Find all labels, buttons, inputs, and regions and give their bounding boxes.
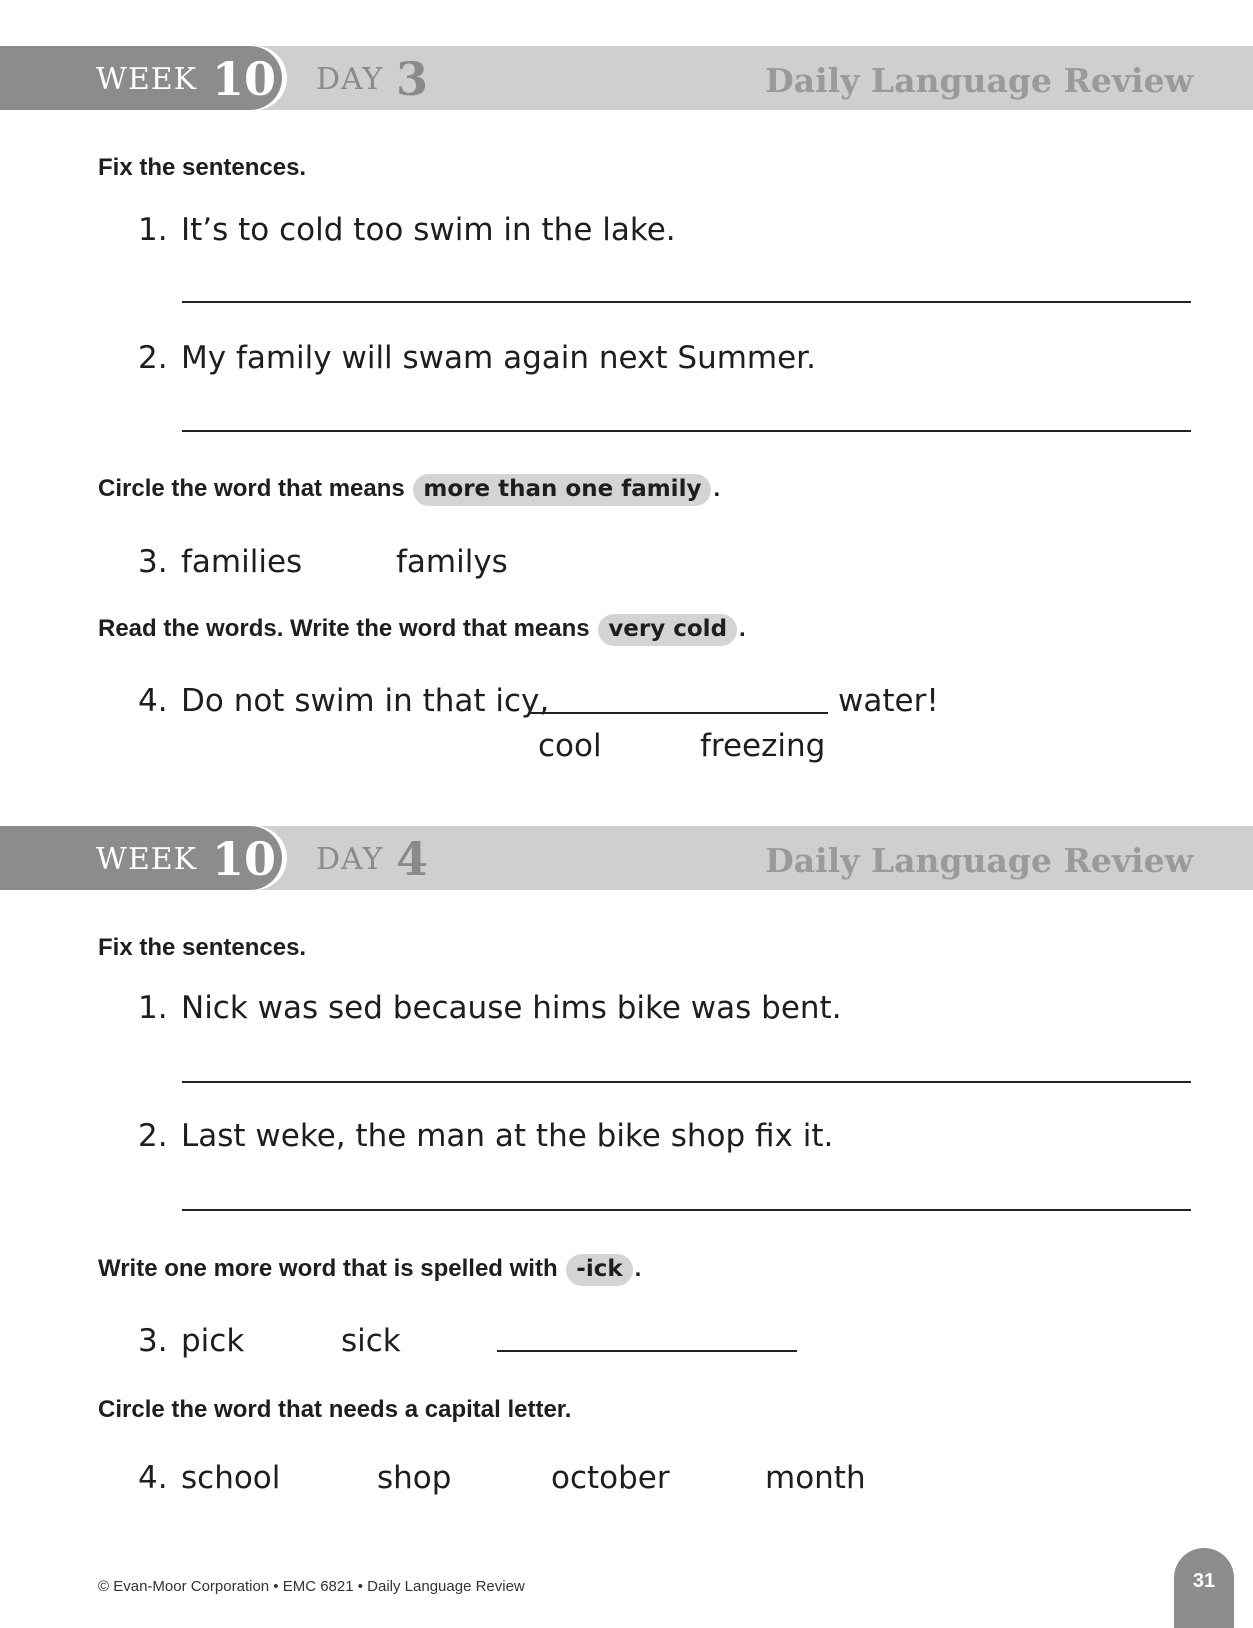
- day4-q4-option-month[interactable]: month: [765, 1460, 866, 1496]
- day4-q1-answer-line[interactable]: [182, 1081, 1191, 1083]
- day3-q2-number: 2.: [138, 340, 168, 376]
- day4-q2-answer-line[interactable]: [182, 1209, 1191, 1211]
- day4-header-band: [0, 826, 1253, 890]
- page-number-tab: [1174, 1548, 1234, 1628]
- day3-instruction-read-period: .: [739, 615, 746, 642]
- day3-instruction-fix: Fix the sentences.: [98, 154, 307, 181]
- day4-q3-word-sick: sick: [341, 1323, 401, 1359]
- footer-copyright: © Evan-Moor Corporation • EMC 6821 • Daily Language Review: [98, 1578, 525, 1595]
- day4-q4-option-october[interactable]: october: [551, 1460, 670, 1496]
- day4-instruction-write-period: .: [634, 1255, 642, 1282]
- day3-q2-answer-line[interactable]: [182, 430, 1191, 432]
- day3-q4-text-end: water!: [838, 683, 939, 719]
- day3-highlight-very-cold: very cold: [598, 614, 737, 646]
- day3-q1-number: 1.: [138, 212, 168, 248]
- day4-day-label: DAY: [316, 842, 384, 877]
- day3-instruction-read: [98, 614, 746, 646]
- day3-q3-number: 3.: [138, 544, 168, 580]
- day3-instruction-read-text: Read the words. Write the word that means: [98, 615, 590, 642]
- day3-q1-answer-line[interactable]: [182, 301, 1191, 303]
- day4-q2-text: Last weke, the man at the bike shop fix it.: [181, 1118, 834, 1154]
- day4-q4-option-school[interactable]: school: [181, 1460, 281, 1496]
- day4-q2-number: 2.: [138, 1118, 168, 1154]
- day3-header-band: [0, 46, 1253, 110]
- day3-q4-text-start: Do not swim in that icy,: [181, 683, 550, 719]
- page-number: 31: [1192, 1570, 1216, 1592]
- day4-q1-text: Nick was sed because hims bike was bent.: [181, 990, 842, 1026]
- day4-day-number: 4: [396, 832, 429, 886]
- day3-instruction-circle: [98, 474, 720, 506]
- day4-q4-option-shop[interactable]: shop: [377, 1460, 452, 1496]
- day4-review-title: Daily Language Review: [765, 841, 1193, 880]
- day3-instruction-circle-text: Circle the word that means: [98, 475, 405, 502]
- day4-q1-number: 1.: [138, 990, 168, 1026]
- day4-highlight-ick: -ick: [566, 1254, 632, 1286]
- day4-q4-number: 4.: [138, 1460, 168, 1496]
- day3-q4-answer-blank[interactable]: [528, 712, 828, 714]
- day4-q3-number: 3.: [138, 1323, 168, 1359]
- day3-week-label: WEEK: [96, 62, 198, 97]
- day4-q3-word-pick: pick: [181, 1323, 245, 1359]
- day4-instruction-write: [98, 1254, 641, 1286]
- day3-highlight-more-than-one-family: more than one family: [413, 474, 711, 506]
- day4-q3-answer-blank[interactable]: [497, 1350, 797, 1352]
- day3-day-label: DAY: [316, 62, 384, 97]
- day3-q4-number: 4.: [138, 683, 168, 719]
- day4-instruction-capital: Circle the word that needs a capital letter.: [98, 1396, 572, 1423]
- day3-q4-option-freezing[interactable]: freezing: [700, 728, 826, 764]
- day3-day-number: 3: [396, 52, 429, 106]
- day4-instruction-write-text: Write one more word that is spelled with: [98, 1255, 558, 1282]
- day3-q2-text: My family will swam again next Summer.: [181, 340, 816, 376]
- day4-week-tab: [0, 826, 282, 890]
- day3-q3-option-families[interactable]: families: [181, 544, 303, 580]
- day3-week-number: 10: [212, 52, 277, 106]
- day3-q1-text: It’s to cold too swim in the lake.: [181, 212, 676, 248]
- day4-week-number: 10: [212, 832, 277, 886]
- day4-week-label: WEEK: [96, 842, 198, 877]
- day3-review-title: Daily Language Review: [765, 61, 1193, 100]
- day4-instruction-fix: Fix the sentences.: [98, 934, 307, 961]
- day3-q3-option-familys[interactable]: familys: [396, 544, 508, 580]
- day3-instruction-circle-period: .: [713, 475, 721, 502]
- day3-week-tab: [0, 46, 282, 110]
- day3-q4-option-cool[interactable]: cool: [538, 728, 602, 764]
